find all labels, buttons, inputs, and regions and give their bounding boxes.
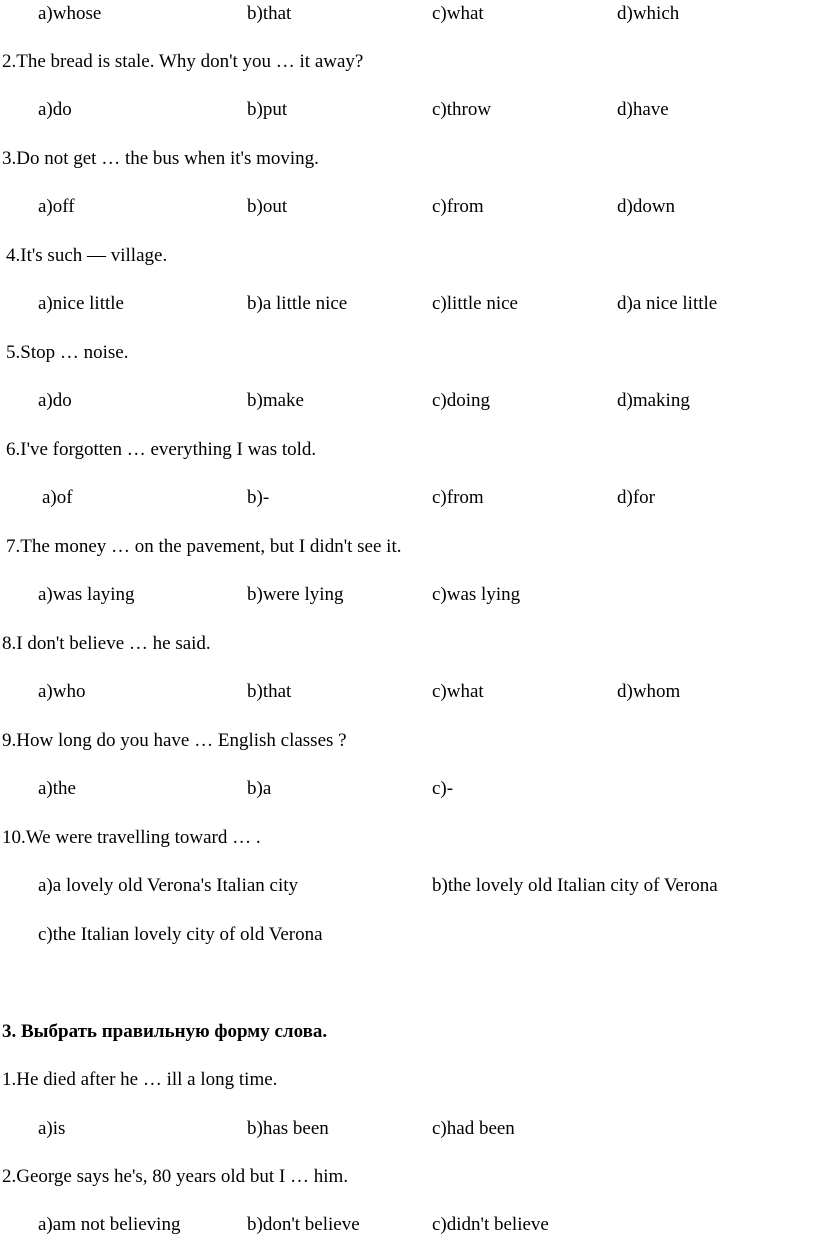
answer-option: a)was laying [38,584,135,605]
answer-option: a)the [38,778,76,799]
answer-option: c)from [432,487,484,508]
answer-option: c)the Italian lovely city of old Verona [38,924,323,945]
answer-option: c)had been [432,1118,515,1139]
answer-option: b)a [247,778,272,799]
answer-option: a)a lovely old Verona's Italian city [38,875,299,896]
question-text: 1.He died after he … ill a long time. [2,1069,278,1090]
answer-option: d)which [617,3,680,24]
answer-option: c)what [432,681,484,702]
answer-option: d)making [617,390,690,411]
answer-option: c)was lying [432,584,521,605]
answer-option: a)off [38,196,75,217]
answer-option: d)for [617,487,655,508]
answer-option: a)am not believing [38,1214,181,1235]
answer-option: d)whom [617,681,681,702]
answer-option: d)down [617,196,676,217]
question-text: 8.I don't believe … he said. [2,633,211,654]
answer-option: a)is [38,1118,66,1139]
answer-option: c)little nice [432,293,518,314]
answer-option: a)nice little [38,293,124,314]
answer-option: c)what [432,3,484,24]
question-text: 10.We were travelling toward … . [2,827,261,848]
answer-option: c)from [432,196,484,217]
answer-option: c)throw [432,99,492,120]
answer-option: c)doing [432,390,491,411]
answer-option: d)have [617,99,669,120]
answer-option: b)don't believe [247,1214,360,1235]
answer-option: a)whose [38,3,102,24]
answer-option: b)a little nice [247,293,348,314]
question-text: 7.The money … on the pavement, but I didn't see it. [6,536,402,557]
answer-option: c)didn't believe [432,1214,549,1235]
question-text: 3.Do not get … the bus when it's moving. [2,148,319,169]
answer-option: a)who [38,681,86,702]
answer-option: b)make [247,390,304,411]
answer-option: b)were lying [247,584,344,605]
question-text: 5.Stop … noise. [6,342,129,363]
answer-option: b)that [247,681,292,702]
question-text: 4.It's such — village. [6,245,168,266]
question-text: 2.George says he's, 80 years old but I … him. [2,1166,349,1187]
answer-option: b)that [247,3,292,24]
answer-option: b)out [247,196,288,217]
answer-option: b)- [247,487,270,508]
question-text: 2.The bread is stale. Why don't you … it away? [2,51,364,72]
answer-option: d)a nice little [617,293,718,314]
answer-option: b)has been [247,1118,329,1139]
answer-option: a)do [38,390,72,411]
answer-option: a)do [38,99,72,120]
answer-option: c)- [432,778,454,799]
answer-option: b)put [247,99,288,120]
question-text: 9.How long do you have … English classes ? [2,730,347,751]
question-text: 6.I've forgotten … everything I was told. [6,439,317,460]
answer-option: b)the lovely old Italian city of Verona [432,875,718,896]
section-heading: 3. Выбрать правильную форму слова. [2,1021,328,1042]
answer-option: a)of [42,487,73,508]
